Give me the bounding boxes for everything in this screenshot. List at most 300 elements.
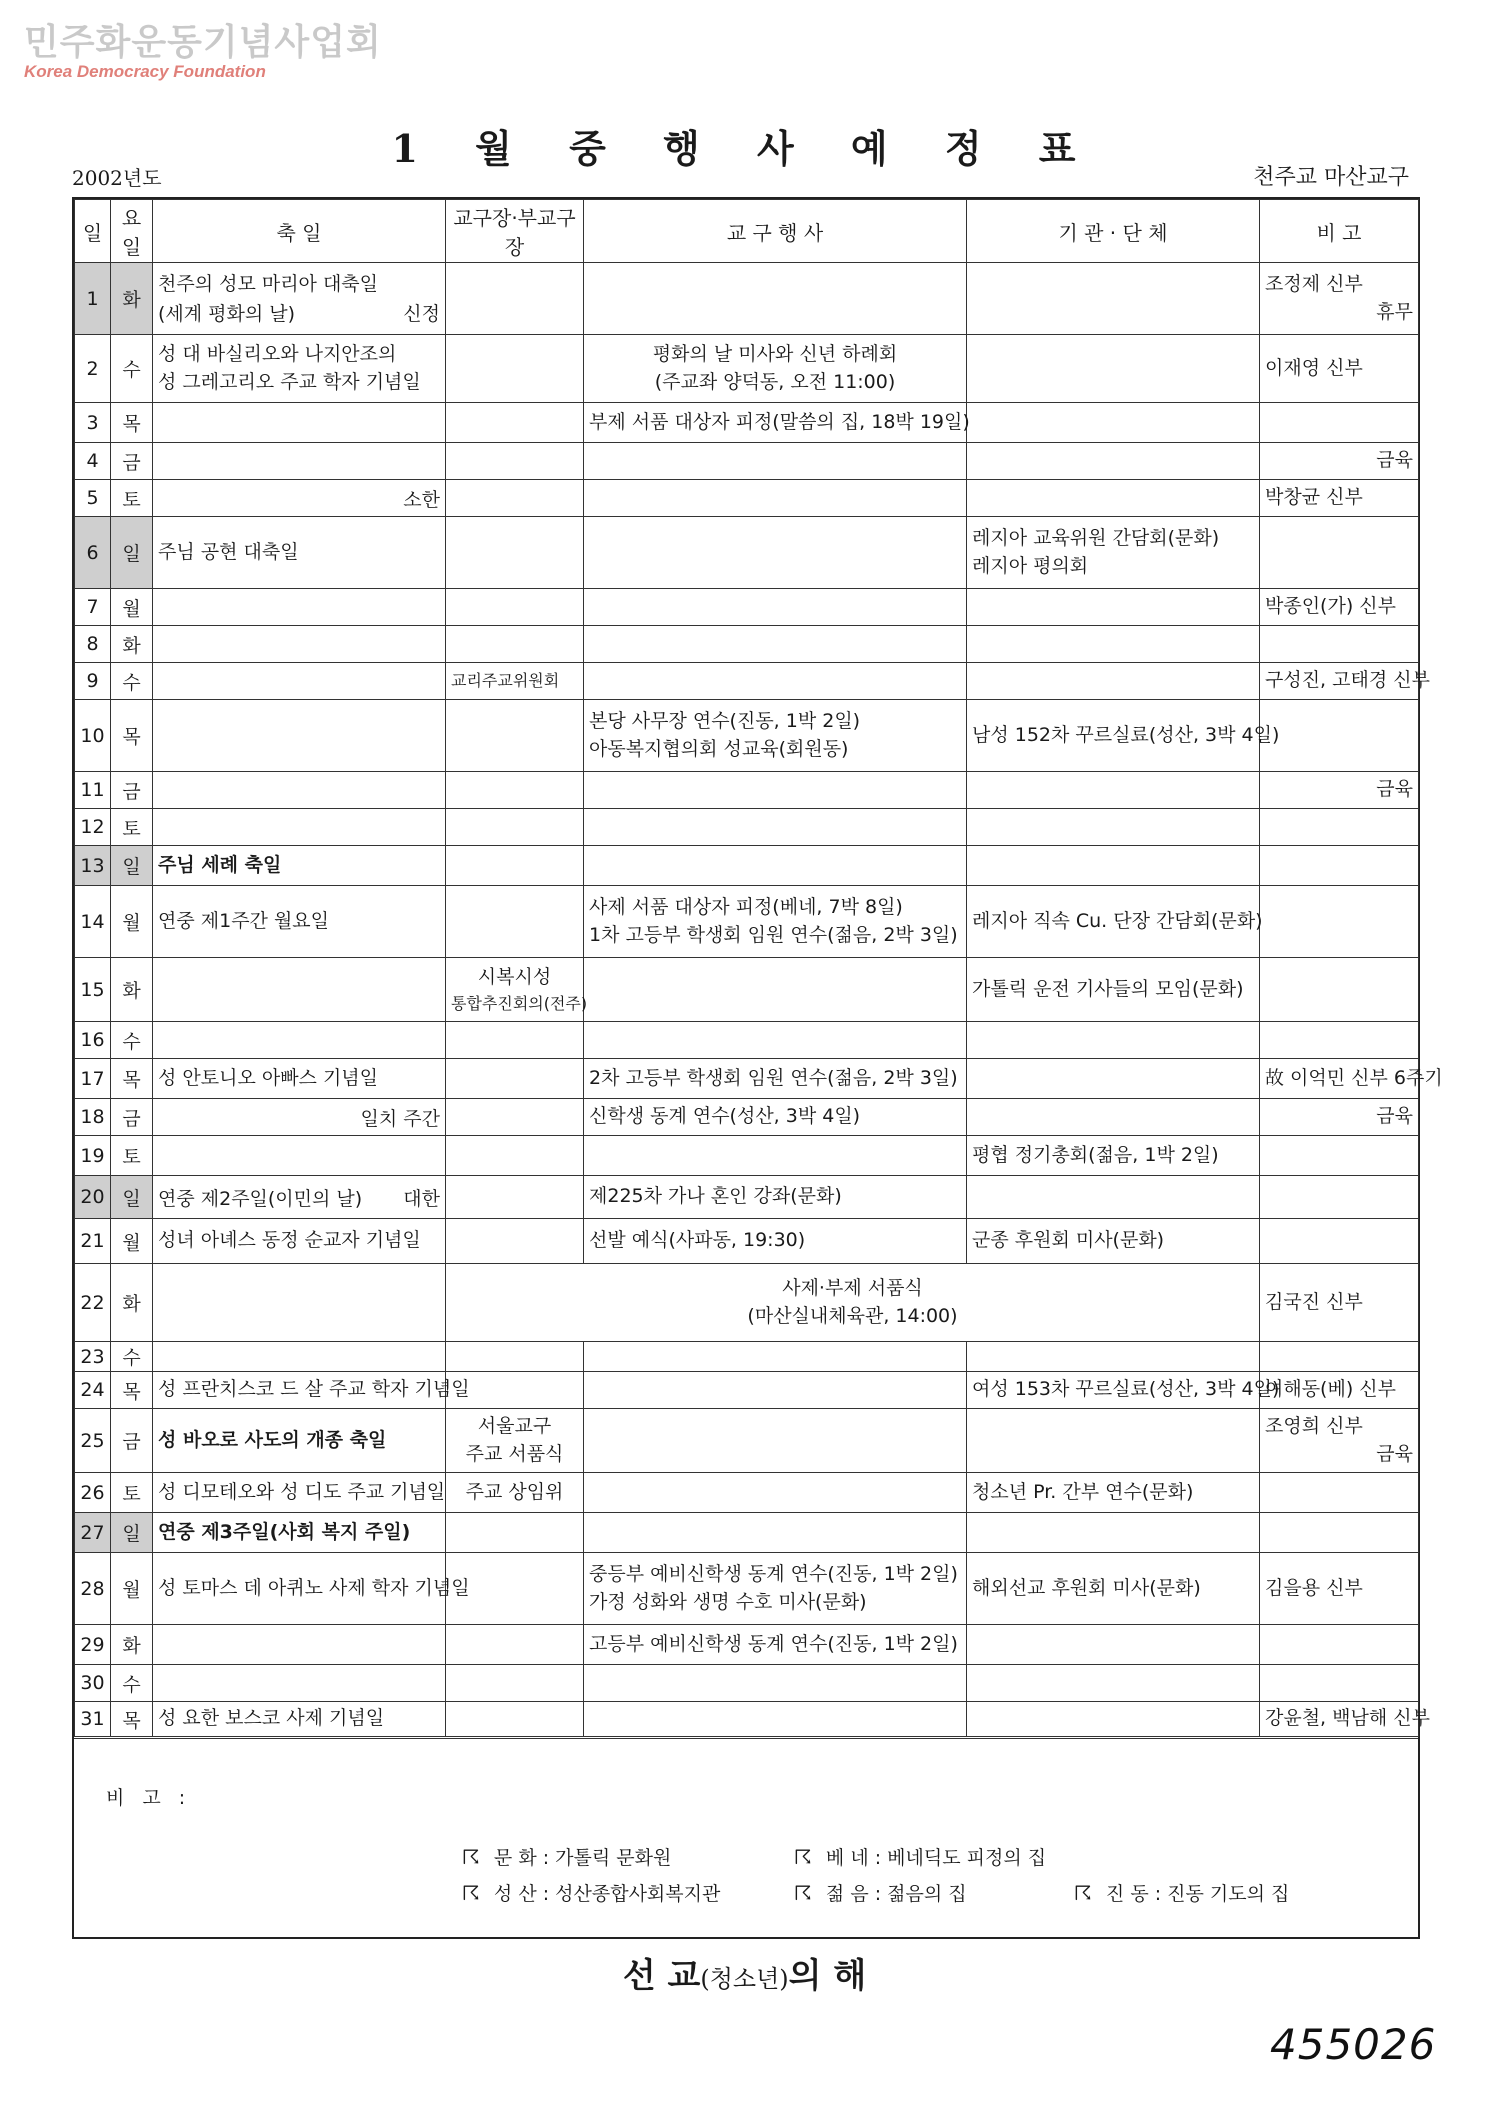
- weekday-cell: 수: [111, 1665, 153, 1702]
- diocese-event-cell: [584, 1219, 967, 1264]
- diocese-event-cell: [584, 1702, 967, 1737]
- footer-part-b: (청소년): [700, 1965, 789, 1993]
- feast-cell: [153, 1473, 446, 1513]
- note-cell: [1260, 772, 1419, 809]
- day-cell: 22: [75, 1264, 111, 1342]
- feast-text: 성 대 바실리오와 나지안조의: [158, 342, 397, 365]
- organization-event-cell: [967, 1219, 1260, 1264]
- feast-cell: [153, 443, 446, 480]
- weekday-cell: 금: [111, 1099, 153, 1136]
- diocese-event-cell: [584, 663, 967, 700]
- feast-cell: [153, 1372, 470, 1409]
- legend-key: 진 동: [1105, 1883, 1149, 1905]
- organization-event-cell: [967, 958, 1260, 1022]
- solar-term-label: 대한: [403, 1187, 440, 1210]
- diocese-event-cell: [584, 1625, 967, 1665]
- feast-text: 성 토마스 데 아퀴노 사제 학자 기념일: [158, 1576, 470, 1599]
- bishop-cell: [446, 1665, 584, 1702]
- table-row: [75, 1342, 1419, 1372]
- organization-event-cell: [967, 886, 1263, 958]
- weekday-cell: 금: [111, 443, 153, 480]
- bullet-mark-icon: ☈: [462, 1845, 480, 1869]
- table-row: [75, 1553, 1419, 1625]
- diocese-event-text: 중등부 예비신학생 동계 연수(진동, 1박 2일): [589, 1562, 958, 1585]
- diocese-event-cell: [584, 1022, 967, 1059]
- bishop-cell: [446, 1176, 584, 1219]
- diocese-event-text: 아동복지협의회 성교육(회원동): [589, 737, 849, 760]
- organization-event-cell: [967, 1099, 1260, 1136]
- note-cell: [1260, 1059, 1443, 1099]
- table-row: [75, 1513, 1419, 1553]
- feast-text: 연중 제2주일(이민의 날): [158, 1187, 363, 1210]
- note-cell: [1260, 1342, 1419, 1372]
- weekday-cell: 토: [111, 1136, 153, 1176]
- weekday-cell: 금: [111, 772, 153, 809]
- table-row: [75, 1059, 1419, 1099]
- diocese-event-cell: [584, 626, 967, 663]
- bishop-cell: [446, 1513, 584, 1553]
- day-cell: 3: [75, 403, 111, 443]
- organization-event-text: 평협 정기총회(젊음, 1박 2일): [972, 1143, 1219, 1166]
- watermark-english: Korea Democracy Foundation: [24, 62, 266, 81]
- diocese-event-text: 본당 사무장 연수(진동, 1박 2일): [589, 709, 861, 732]
- feast-text: (세계 평화의 날): [158, 302, 296, 325]
- feast-text: 연중 제1주간 월요일: [158, 909, 329, 932]
- note-right-label: 금육: [1376, 449, 1413, 472]
- bishop-cell: [446, 589, 584, 626]
- legend-value: 진동 기도의 집: [1167, 1883, 1290, 1905]
- feast-cell: [153, 1665, 446, 1702]
- note-cell: [1260, 809, 1419, 846]
- day-cell: 11: [75, 772, 111, 809]
- organization-event-cell: [967, 1409, 1260, 1473]
- day-cell: 12: [75, 809, 111, 846]
- feast-cell: [153, 1176, 446, 1219]
- organization-event-cell: [967, 663, 1260, 700]
- table-row: [75, 403, 1419, 443]
- feast-cell: [153, 1513, 446, 1553]
- weekday-cell: 월: [111, 1219, 153, 1264]
- diocese-event-cell: [584, 1553, 967, 1625]
- diocese-event-cell: [584, 846, 967, 886]
- bishop-event-text: 주교 상임위: [465, 1480, 564, 1503]
- day-cell: 27: [75, 1513, 111, 1553]
- note-text: 故 이억민 신부 6주기: [1265, 1066, 1443, 1089]
- table-row: [75, 1625, 1419, 1665]
- diocese-event-text: 가정 성화와 생명 수호 미사(문화): [589, 1590, 867, 1613]
- organization-event-cell: [967, 1473, 1260, 1513]
- feast-cell: [153, 263, 446, 335]
- legend-value: 가톨릭 문화원: [555, 1847, 672, 1869]
- bishop-cell: [446, 263, 584, 335]
- feast-text: 성 안토니오 아빠스 기념일: [158, 1066, 379, 1089]
- organization-event-cell: [967, 589, 1260, 626]
- bishop-cell: [446, 626, 584, 663]
- note-cell: [1260, 1136, 1419, 1176]
- feast-cell: [153, 809, 446, 846]
- weekday-cell: 토: [111, 480, 153, 517]
- bishop-cell: [446, 480, 584, 517]
- organization-event-cell: [967, 846, 1260, 886]
- feast-cell: [153, 403, 446, 443]
- feast-text: 성 그레고리오 주교 학자 기념일: [158, 370, 421, 393]
- organization-label: 천주교 마산교구: [1253, 165, 1409, 190]
- weekday-cell: 월: [111, 589, 153, 626]
- schedule-body: [75, 263, 1443, 1737]
- diocese-event-text: 1차 고등부 학생회 임원 연수(젊음, 2박 3일): [589, 923, 958, 946]
- feast-cell: [153, 700, 446, 772]
- feast-cell: [153, 1342, 446, 1372]
- feast-line-row: [158, 485, 440, 512]
- bishop-event-text: 통합추진회의(전주): [451, 993, 588, 1013]
- table-row: [75, 809, 1419, 846]
- feast-cell: [153, 772, 446, 809]
- weekday-cell: 화: [111, 1264, 153, 1342]
- merged-event-text: 사제·부제 서품식: [782, 1276, 923, 1299]
- note-text: 조영희 신부: [1265, 1414, 1363, 1437]
- header-diocese-events: 교 구 행 사: [584, 200, 967, 263]
- organization-event-cell: [967, 1176, 1260, 1219]
- weekday-cell: 월: [111, 886, 153, 958]
- diocese-event-cell: [584, 403, 970, 443]
- bullet-mark-icon: ☈: [794, 1845, 812, 1869]
- weekday-cell: 수: [111, 335, 153, 403]
- diocese-event-cell: [584, 1059, 967, 1099]
- table-row: [75, 886, 1419, 958]
- bishop-cell: [446, 335, 584, 403]
- bishop-cell: [446, 1022, 584, 1059]
- bishop-event-text: 교리주교위원회: [451, 671, 560, 691]
- day-cell: 7: [75, 589, 111, 626]
- weekday-cell: 화: [111, 626, 153, 663]
- organization-event-cell: [967, 1702, 1260, 1737]
- diocese-event-text: 선발 예식(사파동, 19:30): [589, 1229, 806, 1252]
- bishop-cell: [446, 1473, 584, 1513]
- legend-key: 젊 음: [825, 1883, 869, 1905]
- merged-event-text: (마산실내체육관, 14:00): [747, 1304, 958, 1327]
- bullet-mark-icon: ☈: [1074, 1881, 1092, 1905]
- feast-cell: [153, 517, 446, 589]
- note-cell: [1260, 700, 1419, 772]
- bullet-mark-icon: ☈: [462, 1881, 480, 1905]
- table-row: [75, 1176, 1419, 1219]
- note-cell: [1260, 1702, 1430, 1737]
- diocese-event-cell: [584, 1099, 967, 1136]
- day-cell: 25: [75, 1409, 111, 1473]
- bishop-cell: [446, 1409, 584, 1473]
- header-bishop: 교구장·부교구장: [446, 200, 584, 263]
- organization-event-text: 레지아 직속 Cu. 단장 간담회(문화): [972, 909, 1263, 932]
- feast-text: 주님 세례 축일: [158, 853, 282, 876]
- feast-cell: [153, 958, 446, 1022]
- feast-text: 천주의 성모 마리아 대축일: [158, 273, 379, 296]
- diocese-event-cell: [584, 1409, 967, 1473]
- merged-event-cell: [446, 1264, 1260, 1342]
- weekday-cell: 화: [111, 1625, 153, 1665]
- legend-key: 성 산: [493, 1883, 537, 1905]
- table-header-row: [75, 200, 1419, 263]
- note-text: 조정제 신부: [1265, 272, 1363, 295]
- feast-text: 연중 제3주일(사회 복지 주일): [158, 1520, 411, 1543]
- note-cell: [1260, 663, 1430, 700]
- feast-cell: [153, 1059, 446, 1099]
- watermark-korean: 민주화운동기념사업회: [24, 22, 382, 63]
- solar-term-label: 일치 주간: [360, 1107, 440, 1130]
- note-cell: [1260, 443, 1419, 480]
- note-cell: [1260, 480, 1419, 517]
- day-cell: 24: [75, 1372, 111, 1409]
- feast-line-row: [158, 1104, 440, 1131]
- feast-line-row: [158, 1184, 440, 1211]
- bishop-cell: [446, 443, 584, 480]
- feast-cell: [153, 846, 446, 886]
- diocese-event-cell: [584, 263, 967, 335]
- day-cell: 18: [75, 1099, 111, 1136]
- feast-cell: [153, 1264, 446, 1342]
- day-cell: 26: [75, 1473, 111, 1513]
- header-feast: 축 일: [153, 200, 446, 263]
- table-row: [75, 589, 1419, 626]
- table-row: [75, 335, 1419, 403]
- note-cell: [1260, 1553, 1419, 1625]
- note-cell: [1260, 958, 1419, 1022]
- note-right-label: 금육: [1376, 1442, 1413, 1465]
- weekday-cell: 화: [111, 958, 153, 1022]
- weekday-cell: 수: [111, 663, 153, 700]
- bishop-cell: [446, 403, 584, 443]
- organization-event-text: 남성 152차 꾸르실료(성산, 3박 4일): [972, 723, 1280, 746]
- note-cell: [1260, 1219, 1419, 1264]
- feast-cell: [153, 1022, 446, 1059]
- diocese-event-text: 부제 서품 대상자 피정(말씀의 집, 18박 19일): [589, 410, 970, 433]
- legend-key: 문 화: [493, 1847, 537, 1869]
- year-label: 2002년도: [72, 166, 162, 190]
- bishop-cell: [446, 1342, 584, 1372]
- organization-event-text: 레지아 평의회: [972, 554, 1089, 577]
- diocese-event-cell: [584, 1342, 967, 1372]
- bishop-cell: [446, 663, 584, 700]
- feast-text: 성 요한 보스코 사제 기념일: [158, 1707, 385, 1730]
- legend-value: 젊음의 집: [887, 1883, 967, 1905]
- weekday-cell: 일: [111, 1513, 153, 1553]
- note-cell: [1260, 1409, 1419, 1473]
- organization-event-cell: [967, 772, 1260, 809]
- diocese-event-cell: [584, 1665, 967, 1702]
- note-cell: [1260, 886, 1419, 958]
- bishop-cell: [446, 1136, 584, 1176]
- table-row: [75, 626, 1419, 663]
- day-cell: 16: [75, 1022, 111, 1059]
- table-row: [75, 846, 1419, 886]
- organization-event-cell: [967, 1372, 1280, 1409]
- weekday-cell: 수: [111, 1342, 153, 1372]
- organization-event-cell: [967, 1342, 1260, 1372]
- note-cell: [1260, 1473, 1419, 1513]
- feast-cell: [153, 1702, 446, 1737]
- legend-item: ☈ 성 산 : 성산종합사회복지관: [462, 1881, 721, 1905]
- weekday-cell: 목: [111, 1702, 153, 1737]
- weekday-cell: 일: [111, 517, 153, 589]
- bishop-event-text: 서울교구: [477, 1414, 552, 1437]
- weekday-cell: 월: [111, 1553, 153, 1625]
- table-row: [75, 1409, 1419, 1473]
- table-row: [75, 958, 1419, 1022]
- feast-text: 성 프란치스코 드 살 주교 학자 기념일: [158, 1378, 470, 1401]
- bishop-cell: [446, 700, 584, 772]
- legend-item: ☈ 젊 음 : 젊음의 집: [794, 1881, 967, 1905]
- organization-event-cell: [967, 1625, 1260, 1665]
- note-text: 김을용 신부: [1265, 1576, 1363, 1599]
- bishop-cell: [446, 1059, 584, 1099]
- organization-event-cell: [967, 809, 1260, 846]
- day-cell: 20: [75, 1176, 111, 1219]
- diocese-event-cell: [584, 1513, 967, 1553]
- bishop-cell: [446, 809, 584, 846]
- note-cell: [1260, 1099, 1419, 1136]
- header-notes: 비 고: [1260, 200, 1419, 263]
- diocese-event-text: 고등부 예비신학생 동계 연수(진동, 1박 2일): [589, 1632, 958, 1655]
- weekday-cell: 목: [111, 1059, 153, 1099]
- table-row: [75, 1136, 1419, 1176]
- day-cell: 5: [75, 480, 111, 517]
- organization-event-cell: [967, 403, 1260, 443]
- day-cell: 13: [75, 846, 111, 886]
- organization-event-cell: [967, 480, 1260, 517]
- diocese-event-cell: [584, 589, 967, 626]
- legend-item: ☈ 문 화 : 가톨릭 문화원: [462, 1845, 672, 1869]
- day-cell: 8: [75, 626, 111, 663]
- schedule-table: [74, 199, 1443, 1737]
- diocese-event-cell: [584, 886, 967, 958]
- feast-cell: [153, 480, 446, 517]
- bishop-cell: [446, 1099, 584, 1136]
- table-row: [75, 1702, 1419, 1737]
- solar-term-label: 소한: [403, 488, 440, 511]
- feast-cell: [153, 1136, 446, 1176]
- organization-event-cell: [967, 1665, 1260, 1702]
- day-cell: 21: [75, 1219, 111, 1264]
- organization-event-cell: [967, 1136, 1260, 1176]
- table-row: [75, 443, 1419, 480]
- bullet-mark-icon: ☈: [794, 1881, 812, 1905]
- organization-event-cell: [967, 263, 1260, 335]
- organization-event-text: 해외선교 후원회 미사(문화): [972, 1576, 1201, 1599]
- schedule-sheet: [72, 197, 1443, 1939]
- organization-event-cell: [967, 1022, 1260, 1059]
- bishop-event-text: 시복시성: [477, 966, 552, 989]
- diocese-event-cell: [584, 517, 967, 589]
- organization-event-text: 군종 후원회 미사(문화): [972, 1229, 1165, 1252]
- feast-cell: [153, 1099, 446, 1136]
- feast-text: 성 디모테오와 성 디도 주교 기념일: [158, 1480, 446, 1503]
- diocese-event-cell: [584, 809, 967, 846]
- note-cell: [1260, 626, 1419, 663]
- note-cell: [1260, 846, 1419, 886]
- feast-cell: [153, 886, 446, 958]
- weekday-cell: 목: [111, 403, 153, 443]
- bishop-cell: [446, 958, 588, 1022]
- table-row: [75, 1099, 1419, 1136]
- diocese-event-cell: [584, 1176, 967, 1219]
- note-cell: [1260, 1372, 1419, 1409]
- diocese-event-text: 2차 고등부 학생회 임원 연수(젊음, 2박 3일): [589, 1066, 958, 1089]
- weekday-cell: 토: [111, 1473, 153, 1513]
- table-row: [75, 1264, 1419, 1342]
- weekday-cell: 수: [111, 1022, 153, 1059]
- bishop-cell: [446, 1219, 584, 1264]
- note-cell: [1260, 335, 1419, 403]
- bishop-cell: [446, 846, 584, 886]
- table-row: [75, 772, 1419, 809]
- table-row: [75, 263, 1419, 335]
- note-cell: [1260, 1625, 1419, 1665]
- note-cell: [1260, 1513, 1419, 1553]
- day-cell: 6: [75, 517, 111, 589]
- weekday-cell: 화: [111, 263, 153, 335]
- feast-cell: [153, 1553, 470, 1625]
- legend-value: 베네딕도 피정의 집: [887, 1847, 1047, 1869]
- header-day: 일: [75, 200, 111, 263]
- legend-value: 성산종합사회복지관: [555, 1883, 721, 1905]
- organization-event-cell: [967, 443, 1260, 480]
- diocese-event-cell: [584, 443, 967, 480]
- note-cell: [1260, 1176, 1419, 1219]
- bishop-cell: [446, 1625, 584, 1665]
- table-row: [75, 517, 1419, 589]
- footer-part-c: 의 해: [788, 1956, 867, 1996]
- remarks-title: 비 고 :: [106, 1787, 192, 1809]
- day-cell: 23: [75, 1342, 111, 1372]
- note-cell: [1260, 1665, 1419, 1702]
- organization-event-cell: [967, 1059, 1260, 1099]
- organization-event-text: 레지아 교육위원 간담회(문화): [972, 526, 1220, 549]
- remarks-section: [74, 1738, 1418, 1939]
- diocese-event-cell: [584, 700, 967, 772]
- organization-event-cell: [967, 517, 1260, 589]
- day-cell: 30: [75, 1665, 111, 1702]
- holiday-label: 신정: [403, 302, 440, 325]
- footer-slogan: [0, 1948, 1489, 1997]
- handwritten-document-number: 455026: [1270, 2020, 1437, 2069]
- table-row: [75, 480, 1419, 517]
- day-cell: 1: [75, 263, 111, 335]
- note-cell: [1260, 589, 1419, 626]
- feast-text: 주님 공현 대축일: [158, 540, 299, 563]
- day-cell: 28: [75, 1553, 111, 1625]
- legend-key: 베 네: [825, 1847, 869, 1869]
- page-title: 1 월 중 행 사 예 정 표: [391, 126, 1098, 171]
- diocese-event-text: 평화의 날 미사와 신년 하례회: [652, 342, 898, 365]
- organization-event-cell: [967, 626, 1260, 663]
- note-text: 이재영 신부: [1265, 356, 1363, 379]
- day-cell: 29: [75, 1625, 111, 1665]
- note-text: 구성진, 고태경 신부: [1265, 669, 1430, 692]
- diocese-event-cell: [584, 480, 967, 517]
- bishop-cell: [446, 517, 584, 589]
- organization-event-cell: [967, 700, 1280, 772]
- table-row: [75, 1022, 1419, 1059]
- diocese-event-text: (주교좌 양덕동, 오전 11:00): [654, 370, 896, 393]
- note-text: 강윤철, 백남해 신부: [1265, 1707, 1430, 1730]
- feast-cell: [153, 626, 446, 663]
- legend-item: ☈ 진 동 : 진동 기도의 집: [1074, 1881, 1290, 1905]
- footer-part-a: 선 교: [622, 1956, 701, 1996]
- note-text: 박종인(가) 신부: [1265, 595, 1396, 618]
- bishop-cell: [446, 1702, 584, 1737]
- day-cell: 4: [75, 443, 111, 480]
- diocese-event-cell: [584, 335, 967, 403]
- day-cell: 14: [75, 886, 111, 958]
